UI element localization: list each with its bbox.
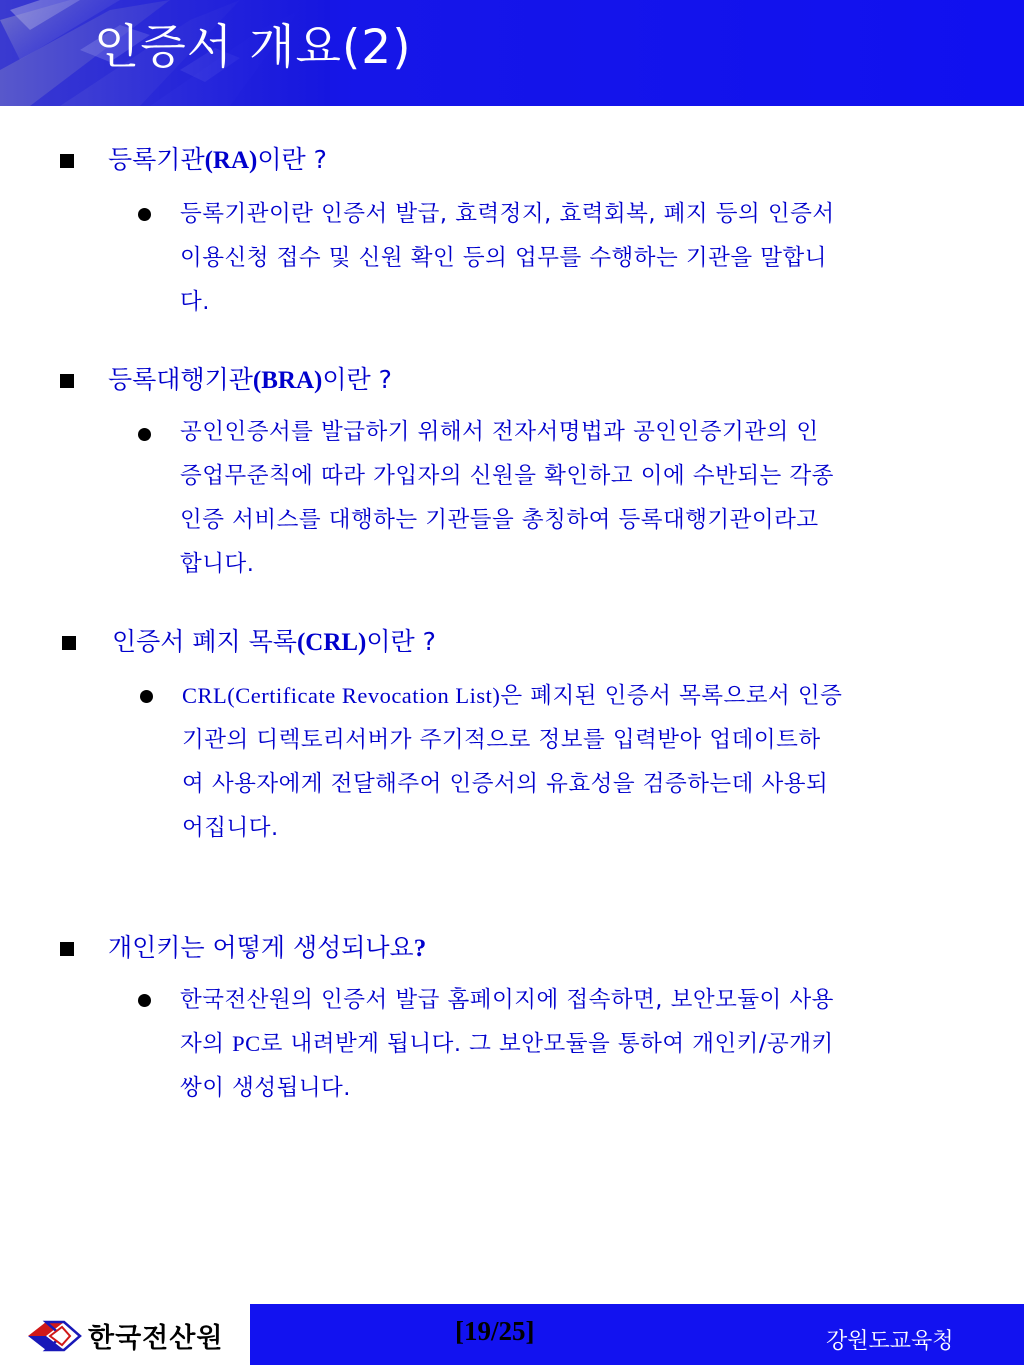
section-title [112,625,436,660]
section-title-abbr: (CRL) [296,629,367,656]
section-title-text: 개인키는 어떻게 생성되나요 [108,933,414,962]
section-body [180,192,950,324]
section-title-suffix: 이란 ? [322,365,392,394]
body-line: 증업무준칙에 따라 가입자의 신원을 확인하고 이에 수반되는 각종 [180,463,834,489]
page-title: 인증서 개요(2) [94,20,412,75]
section-title [108,143,327,178]
round-bullet-icon [140,690,153,703]
section-title-suffix: 이란 ? [366,627,436,656]
body-line [180,1022,950,1066]
footer-logo-area [0,1304,250,1365]
logo-text: 한국전산원 [88,1323,224,1354]
organization-name: 강원도교육청 [826,1329,954,1354]
round-bullet-icon [138,428,151,441]
round-bullet-icon [138,208,151,221]
body-line-part: 로 내려받게 됩니다. 그 보안모듈을 통하여 개인키/공개키 [260,1031,834,1057]
body-line: 여 사용자에게 전달해주어 인증서의 유효성을 검증하는데 사용되 [182,771,829,797]
footer-bar [0,1304,1024,1365]
square-bullet-icon [60,942,74,956]
body-line: 공인인증서를 발급하기 위해서 전자서명법과 공인인증기관의 인 [180,419,819,445]
section-title [108,931,426,966]
section-title-text: 등록기관 [108,145,205,174]
round-bullet-icon [138,994,151,1007]
square-bullet-icon [60,374,74,388]
body-line: 어집니다. [182,815,279,841]
section-title-abbr: (BRA) [252,367,323,394]
section-title-text: 등록대행기관 [108,365,253,394]
header-banner [0,0,1024,106]
section-body [180,978,950,1110]
body-line: 등록기관이란 인증서 발급, 효력정지, 효력회복, 폐지 등의 인증서 [180,201,835,227]
body-line: 쌍이 생성됩니다. [180,1075,351,1101]
section-title-text: 인증서 폐지 목록 [112,627,297,656]
nca-logo-icon [26,1319,82,1353]
section-title-abbr: ? [413,935,427,962]
section-title [108,363,392,398]
body-line: 인증 서비스를 대행하는 기관들을 총칭하여 등록대행기관이라고 [180,507,819,533]
section-body [182,674,952,850]
body-line-latin: CRL(Certificate Revocation List) [182,683,501,708]
header-divider [0,106,1024,108]
body-line-latin: PC [232,1031,261,1056]
section-body [180,410,950,586]
body-line-part: 자의 [180,1031,233,1057]
square-bullet-icon [62,636,76,650]
body-line: 기관의 디렉토리서버가 주기적으로 정보를 입력받아 업데이트하 [182,727,821,753]
section-title-suffix: 이란 ? [257,145,327,174]
body-line [182,674,952,718]
body-line: 한국전산원의 인증서 발급 홈페이지에 접속하면, 보안모듈이 사용 [180,987,834,1013]
section-title-abbr: (RA) [204,147,258,174]
body-line-rest: 은 폐지된 인증서 목록으로서 인증 [500,683,843,709]
body-line: 다. [180,289,210,315]
square-bullet-icon [60,154,74,168]
body-line: 이용신청 접수 및 신원 확인 등의 업무를 수행하는 기관을 말합니 [180,245,827,271]
page-indicator: [19/25] [455,1316,535,1346]
body-line: 합니다. [180,551,255,577]
